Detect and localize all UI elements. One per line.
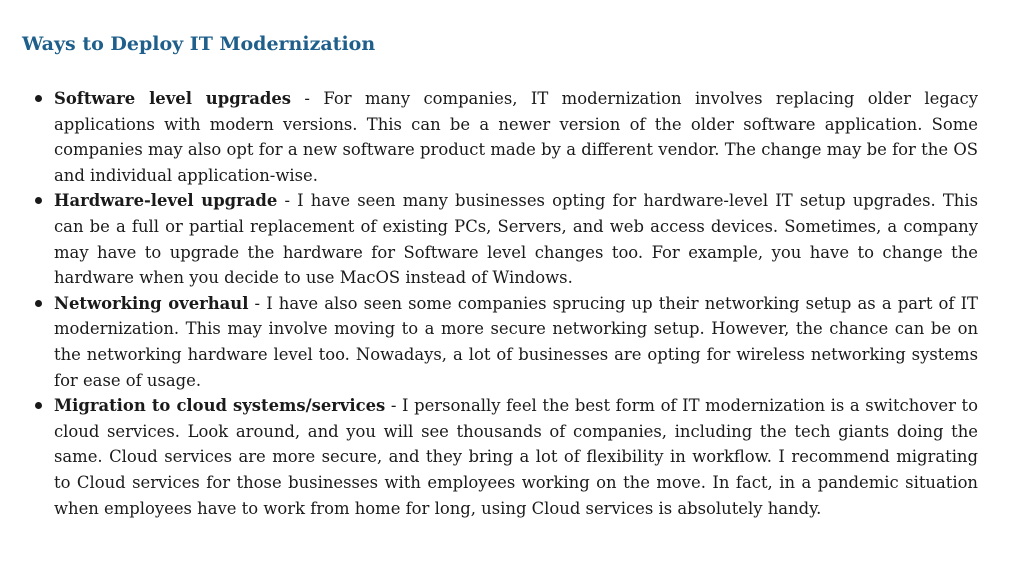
- item-text: - I have also seen some companies sprucing up their networking setup as a part of IT modernization. This may involve moving to a more secure networking setup. However, the chance can be on the networking hardware level too. Nowadays, a lot of businesses are opting for wireless networking systems for ease of usage.: [54, 293, 978, 390]
- list-item-software-upgrades: [54, 86, 978, 188]
- item-text: - For many companies, IT modernization involves replacing older legacy applications with modern versions. This can be a newer version of the older software application. Some companies may also opt for a new software product made by a different vendor. The change may be for the OS and individual application-wise.: [54, 89, 978, 185]
- list-item-cloud-migration: [54, 393, 978, 521]
- list-item-hardware-upgrade: [54, 188, 978, 290]
- bullet-icon: [35, 95, 42, 102]
- item-term: Software level upgrades: [54, 89, 292, 108]
- item-term: Hardware-level upgrade: [54, 191, 278, 211]
- item-term: Networking overhaul: [54, 293, 249, 313]
- bullet-icon: [35, 197, 42, 204]
- list-item-networking-overhaul: [54, 291, 978, 393]
- item-term: Migration to cloud systems/services: [54, 396, 386, 416]
- bullet-icon: [35, 300, 42, 307]
- deployment-list: [0, 86, 1024, 521]
- item-text: - I personally feel the best form of IT modernization is a switchover to cloud services. Look around, and you will see thousands of companies, including the tech giants doing the same. Cloud services are more secure, and they bring a lot of flexibility in workflow. I recommend migrating to Cloud services for those businesses with employees working on the move. In fact, in a pandemic situation when employees have to work from home for long, using Cloud services is absolutely handy.: [54, 396, 978, 518]
- bullet-icon: [35, 402, 42, 409]
- item-text: - I have seen many businesses opting for hardware-level IT setup upgrades. This can be a full or partial replacement of existing PCs, Servers, and web access devices. Sometimes, a company may have to upgrade the hardware for Software level changes too. For example, you have to change the hardware when you decide to use MacOS instead of Windows.: [54, 191, 978, 288]
- page-title: Ways to Deploy IT Modernization: [22, 33, 376, 55]
